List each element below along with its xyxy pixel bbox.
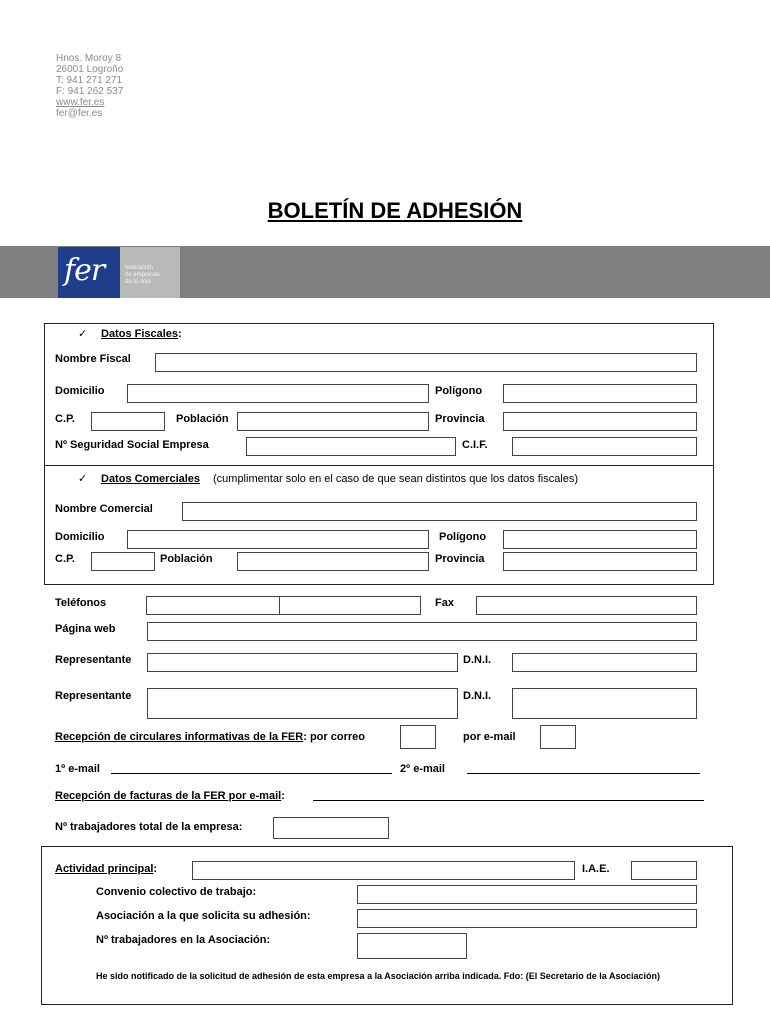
cp-fiscal-field[interactable] — [91, 412, 165, 431]
facturas-email-line-field[interactable] — [313, 800, 704, 801]
address-phone: T: 941 271 271 — [56, 75, 123, 86]
pagina-web-label: Página web — [55, 623, 116, 635]
asociacion-label: Asociación a la que solicita su adhesión: — [96, 910, 311, 922]
poblacion-comercial-field[interactable] — [237, 552, 429, 571]
address-block — [56, 53, 123, 119]
checkmark-icon: ✓ — [78, 473, 88, 485]
iae-label: I.A.E. — [582, 863, 610, 875]
email2-label: 2º e-mail — [400, 763, 445, 775]
representante1-field[interactable] — [147, 653, 458, 672]
por-email-label: por e-mail — [463, 731, 516, 743]
logo-tagline-line: federación — [125, 265, 154, 271]
circulares-text: Recepción de circulares informativas de la FER — [55, 731, 304, 743]
telefono1-field[interactable] — [146, 596, 280, 615]
cp-comercial-label: C.P. — [55, 553, 75, 565]
logo-tagline-line: de la rioja — [125, 279, 152, 285]
address-web-link[interactable]: www.fer.es — [56, 97, 105, 108]
telefonos-label: Teléfonos — [55, 597, 107, 609]
cp-comercial-field[interactable] — [91, 552, 155, 571]
comercial-note: (cumplimentar solo en el caso de que sean distintos que los datos fiscales) — [213, 473, 579, 485]
logo-tagline — [125, 265, 160, 286]
por-email-checkbox[interactable] — [540, 725, 576, 749]
provincia-fiscal-field[interactable] — [503, 412, 697, 431]
actividad-principal-field[interactable] — [192, 861, 575, 880]
iae-field[interactable] — [631, 861, 697, 880]
email1-line-field[interactable] — [111, 773, 392, 774]
facturas-text: Recepción de facturas de la FER por e-mail — [55, 790, 282, 802]
representante2-field[interactable] — [147, 688, 458, 719]
checkmark-icon: ✓ — [78, 328, 88, 340]
por-correo-text: por correo — [309, 731, 365, 743]
dni2-field[interactable] — [512, 688, 697, 719]
fax-label: Fax — [435, 597, 454, 609]
nombre-comercial-label: Nombre Comercial — [55, 503, 153, 515]
provincia-comercial-field[interactable] — [503, 552, 697, 571]
trabajadores-asociacion-label: Nº trabajadores en la Asociación: — [96, 934, 271, 946]
fer-logo — [58, 247, 180, 298]
nombre-fiscal-field[interactable] — [155, 353, 697, 372]
poligono-fiscal-label: Polígono — [435, 385, 483, 397]
poligono-comercial-label: Polígono — [439, 531, 487, 543]
asociacion-field[interactable] — [357, 909, 697, 928]
telefono2-field[interactable] — [279, 596, 421, 615]
representante1-label: Representante — [55, 654, 132, 666]
circulares-label: Recepción de circulares informativas de la FER: por correo — [55, 731, 365, 743]
fax-field[interactable] — [476, 596, 697, 615]
nombre-comercial-field[interactable] — [182, 502, 697, 521]
notificado-statement: He sido notificado de la solicitud de adhesión de esta empresa a la Asociación arriba indicada. Fdo: (El Secretario de la Asociación) — [96, 971, 660, 981]
address-fax: F: 941 262 537 — [56, 86, 124, 97]
domicilio-comercial-field[interactable] — [127, 530, 429, 549]
seguridad-social-label: Nº Seguridad Social Empresa — [55, 439, 209, 451]
address-street: Hnos. Moroy 8 — [56, 53, 122, 64]
poblacion-comercial-label: Población — [160, 553, 213, 565]
actividad-principal-label: Actividad principal: — [55, 863, 158, 875]
poligono-comercial-field[interactable] — [503, 530, 697, 549]
email1-label: 1º e-mail — [55, 763, 100, 775]
trabajadores-asociacion-field[interactable] — [357, 933, 467, 959]
dni1-label: D.N.I. — [463, 654, 492, 666]
poblacion-fiscal-label: Población — [176, 413, 229, 425]
page-title: BOLETÍN DE ADHESIÓN — [267, 198, 523, 223]
fiscal-heading: Datos Fiscales: — [101, 328, 182, 340]
provincia-fiscal-label: Provincia — [435, 413, 485, 425]
cp-fiscal-label: C.P. — [55, 413, 75, 425]
representante2-label: Representante — [55, 690, 132, 702]
logo-word: fer — [64, 253, 105, 288]
nombre-fiscal-label: Nombre Fiscal — [55, 353, 131, 365]
pagina-web-field[interactable] — [147, 622, 697, 641]
trabajadores-field[interactable] — [273, 817, 389, 839]
logo-tagline-line: de empresas — [125, 272, 160, 278]
address-email: fer@fer.es — [56, 108, 103, 119]
facturas-label: Recepción de facturas de la FER por e-mail: — [55, 790, 285, 802]
convenio-label: Convenio colectivo de trabajo: — [96, 886, 257, 898]
dni1-field[interactable] — [512, 653, 697, 672]
convenio-field[interactable] — [357, 885, 697, 904]
cif-field[interactable] — [512, 437, 697, 456]
provincia-comercial-label: Provincia — [435, 553, 485, 565]
dni2-label: D.N.I. — [463, 690, 492, 702]
email2-line-field[interactable] — [467, 773, 700, 774]
domicilio-fiscal-label: Domicilio — [55, 385, 105, 397]
comercial-heading: Datos Comerciales — [101, 473, 201, 485]
domicilio-fiscal-field[interactable] — [127, 384, 429, 403]
section-divider — [44, 465, 714, 466]
cif-label: C.I.F. — [462, 439, 488, 451]
por-correo-checkbox[interactable] — [400, 725, 436, 749]
seguridad-social-field[interactable] — [246, 437, 456, 456]
poblacion-fiscal-field[interactable] — [237, 412, 429, 431]
trabajadores-label: Nº trabajadores total de la empresa: — [55, 821, 243, 833]
domicilio-comercial-label: Domicilio — [55, 531, 105, 543]
poligono-fiscal-field[interactable] — [503, 384, 697, 403]
address-city: 26001 Logroño — [56, 64, 124, 75]
fiscal-heading-text: Datos Fiscales — [101, 328, 179, 340]
actividad-principal-text: Actividad principal — [55, 863, 154, 875]
